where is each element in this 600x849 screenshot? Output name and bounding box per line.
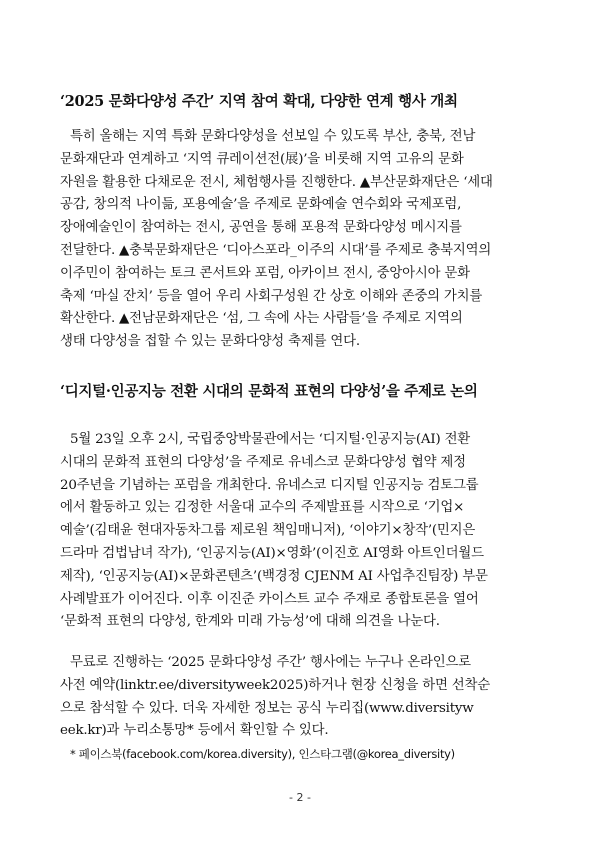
paragraph-line: 드라마 검법남녀 작가), ‘인공지능(AI)×영화’(이진호 AI영화 아트인더월드 xyxy=(60,545,484,561)
paragraph-line: 사전 예약(linktr.ee/diversityweek2025)하거나 현장 신청을 하면 선착순 xyxy=(60,677,491,693)
page-number: - 2 - xyxy=(289,791,311,804)
paragraph-line: 20주년을 기념하는 포럼을 개최한다. 유네스코 디지털 인공지능 검토그룹 xyxy=(60,477,479,493)
paragraph-line: 특히 올해는 지역 특화 문화다양성을 선보일 수 있도록 부산, 충북, 전남 xyxy=(70,129,476,144)
paragraph-line: 예술’(김태윤 현대자동차그룹 제로원 책임매니저), ‘이야기×창작’(민지은 xyxy=(60,523,476,539)
paragraph-line: 5월 23일 오후 2시, 국립중앙박물관에서는 ‘디지털·인공지능(AI) 전환 xyxy=(70,432,471,447)
paragraph-line: ‘문화적 표현의 다양성, 한계와 미래 가능성’에 대해 의견을 나눈다. xyxy=(60,614,440,630)
section-heading-regional-events: ‘2025 문화다양성 주간’ 지역 참여 확대, 다양한 연계 행사 개최 xyxy=(60,93,458,110)
paragraph-line: 제작), ‘인공지능(AI)×문화콘텐츠’(백경정 CJENM AI 사업추진팀장) 부문 xyxy=(60,568,488,584)
paragraph-line: 이주민이 참여하는 토크 콘서트와 포럼, 아카이브 전시, 중앙아시아 문화 xyxy=(60,265,470,281)
paragraph-line: 문화재단과 연계하고 ‘지역 큐레이션전(展)’을 비롯해 지역 고유의 문화 xyxy=(60,151,464,167)
paragraph-line: 무료로 진행하는 ‘2025 문화다양성 주간’ 행사에는 누구나 온라인으로 xyxy=(70,655,471,670)
paragraph-line: 으로 참석할 수 있다. 더욱 자세한 정보는 공식 누리집(www.diversityw xyxy=(60,700,474,716)
paragraph-line: 공감, 창의적 나이듦, 포용예술’을 주제로 문화예술 연수회와 국제포럼, xyxy=(60,197,462,213)
paragraph-digital-ai-forum xyxy=(60,429,542,634)
paragraph-line: 사례발표가 이어진다. 이후 이진준 카이스트 교수 주재로 종합토론을 열어 xyxy=(60,591,479,607)
paragraph-regional-events xyxy=(60,126,542,354)
section-heading-digital-ai-forum: ‘디지털·인공지능 전환 시대의 문화적 표현의 다양성’을 주제로 논의 xyxy=(60,383,478,400)
paragraph-line: 시대의 문화적 표현의 다양성’을 주제로 유네스코 문화다양성 협약 제정 xyxy=(60,454,466,470)
paragraph-line: 자원을 활용한 다채로운 전시, 체험행사를 진행한다. ▲부산문화재단은 ‘세대 xyxy=(60,174,493,190)
paragraph-registration-info xyxy=(60,652,542,743)
paragraph-line: 장애예술인이 참여하는 전시, 공연을 통해 포용적 문화다양성 메시지를 xyxy=(60,220,462,236)
paragraph-line: 축제 ‘마실 잔치’ 등을 열어 우리 사회구성원 간 상호 이해와 존중의 가치를 xyxy=(60,288,483,304)
footnote-social-media: * 페이스북(facebook.com/korea.diversity), 인스타그램(@korea_diversity) xyxy=(70,747,455,761)
paragraph-line: 에서 활동하고 있는 김정한 서울대 교수의 주제발표를 시작으로 ‘기업× xyxy=(60,500,465,516)
paragraph-line: 생태 다양성을 접할 수 있는 문화다양성 축제를 연다. xyxy=(60,334,360,350)
paragraph-line: 확산한다. ▲전남문화재단은 ‘섬, 그 속에 사는 사람들’을 주제로 지역의 xyxy=(60,311,463,327)
paragraph-line: eek.kr)과 누리소통망* 등에서 확인할 수 있다. xyxy=(60,723,329,739)
paragraph-line: 전달한다. ▲충북문화재단은 ‘디아스포라_이주의 시대’를 주제로 충북지역의 xyxy=(60,242,492,258)
